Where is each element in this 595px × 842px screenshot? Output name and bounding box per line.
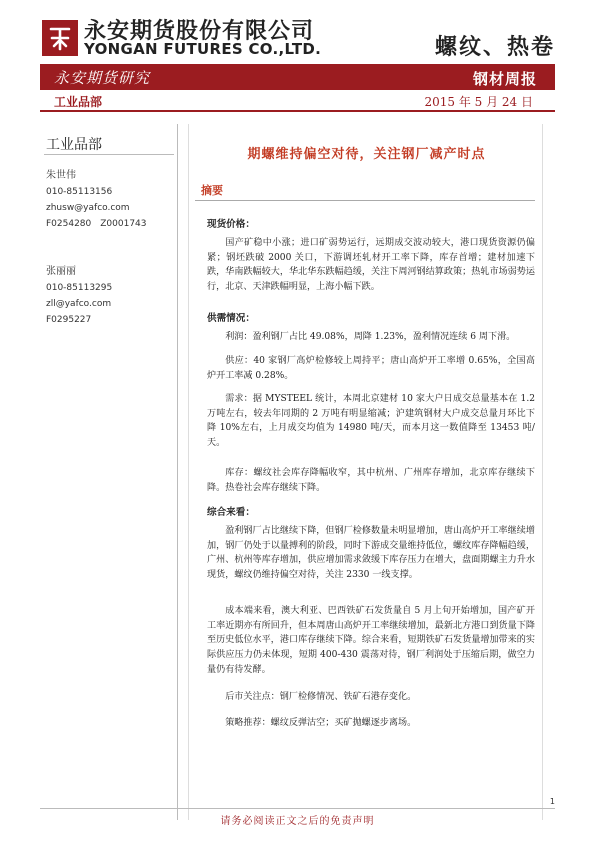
- paragraph-demand: 需求：据 MYSTEEL 统计，本周北京建材 10 家大户日成交总量基本在 1.2 万吨左右，较去年同期的 2 万吨有明显缩减；沪建筑钢材大户成交总量月环比下降 10%左右，上月成交均值为 14980 吨/天，而本月这一数值降至 13453 吨/天。: [207, 394, 535, 449]
- paragraph-watch-points: 后市关注点：钢厂检修情况、铁矿石港存变化。: [225, 692, 417, 702]
- company-logo: [42, 20, 78, 56]
- main-content: [188, 124, 543, 820]
- header-subband: [40, 90, 555, 112]
- report-type: 钢材周报: [472, 70, 537, 88]
- abstract-label: 摘要: [201, 184, 223, 197]
- analyst-cert: F0295227: [46, 315, 92, 325]
- report-topic: 螺纹、热卷: [434, 34, 555, 60]
- paragraph-summary-2: 成本端来看，澳大利亚、巴西铁矿石发货量自 5 月上旬开始增加，国产矿开工率近期亦有所回升，但本周唐山高炉开工率继续增加，最新北方港口到货量下降至历史低位水平，港口库存继续下降。综合来看，短期铁矿石发货量增加带来的实际供应压力仍未体现，短期 400-430 震荡对待，钢厂利润处于压缩后期，做空力量仍有待发酵。: [207, 606, 535, 675]
- section-heading-summary: 综合来看：: [207, 507, 255, 518]
- page-number: 1: [549, 797, 555, 806]
- analyst-email[interactable]: zll@yafco.com: [46, 299, 112, 309]
- paragraph-summary-1: 盈利钢厂占比继续下降，但钢厂检修数量未明显增加，唐山高炉开工率继续增加，钢厂仍处于以量搏利的阶段，同时下游成交量维持低位，螺纹库存降幅趋缓，广州、杭州等库存增加，供应增加需求敛缓下库存压力在增大，盘面期螺主力升水现货，螺纹仍维持偏空对待，关注 2330 一线支撑。: [207, 526, 535, 581]
- analyst-name: 朱世伟: [46, 170, 76, 181]
- analyst-email[interactable]: zhusw@yafco.com: [46, 203, 130, 213]
- footer-divider: [40, 808, 555, 809]
- paragraph-supply: 供应：40 家钢厂高炉检修较上周持平；唐山高炉开工率增 0.65%，全国高炉开工率减 0.28%。: [207, 356, 535, 381]
- section-heading-price: 现货价格：: [207, 219, 255, 230]
- abstract-divider: [195, 200, 535, 201]
- research-label: 永安期货研究: [54, 69, 151, 87]
- analyst-cert: F0254280 Z0001743: [46, 219, 147, 229]
- analyst-phone: 010-85113295: [46, 283, 113, 293]
- analyst-phone: 010-85113156: [46, 187, 113, 197]
- company-name-cn: 永安期货股份有限公司: [84, 19, 315, 44]
- analyst-card: [46, 168, 176, 232]
- analyst-card: [46, 264, 176, 328]
- sidebar: [40, 124, 178, 820]
- paragraph-profit: 利润：盈利钢厂占比 49.08%，周降 1.23%，盈利情况连续 6 周下滑。: [225, 332, 516, 342]
- company-name-en: YONGAN FUTURES CO.,LTD.: [84, 40, 322, 58]
- section-heading-supply: 供需情况：: [207, 313, 255, 324]
- paragraph-inventory: 库存：螺纹社会库存降幅收窄，其中杭州、广州库存增加，北京库存继续下降。热卷社会库存继续下降。: [207, 468, 535, 493]
- paragraph-price: 国产矿稳中小涨；进口矿弱势运行，远期成交波动较大，港口现货资源仍偏紧；钢坯跌破 2000 关口，下游调坯轧材开工率下降，库存首增；建材加速下跌，华南跌幅较大，华北华东跌幅趋缓，关注下周河钢结算政策；热轧市场弱势运行，北京、天津跌幅明显，上海小幅下跌。: [207, 238, 535, 293]
- header-band: [40, 64, 555, 90]
- logo-mark-icon: [42, 20, 78, 56]
- department-label: 工业品部: [54, 95, 103, 109]
- disclaimer-link[interactable]: 请务必阅读正文之后的免责声明: [220, 816, 375, 827]
- sidebar-title: 工业品部: [46, 137, 102, 153]
- report-title: 期螺维持偏空对待，关注钢厂减产时点: [247, 147, 486, 162]
- report-date: 2015 年 5 月 24 日: [424, 95, 533, 109]
- paragraph-strategy: 策略推荐：螺纹反弹沽空；买矿抛螺逐步离场。: [225, 718, 417, 728]
- analyst-name: 张丽丽: [46, 266, 76, 277]
- sidebar-divider: [44, 154, 174, 155]
